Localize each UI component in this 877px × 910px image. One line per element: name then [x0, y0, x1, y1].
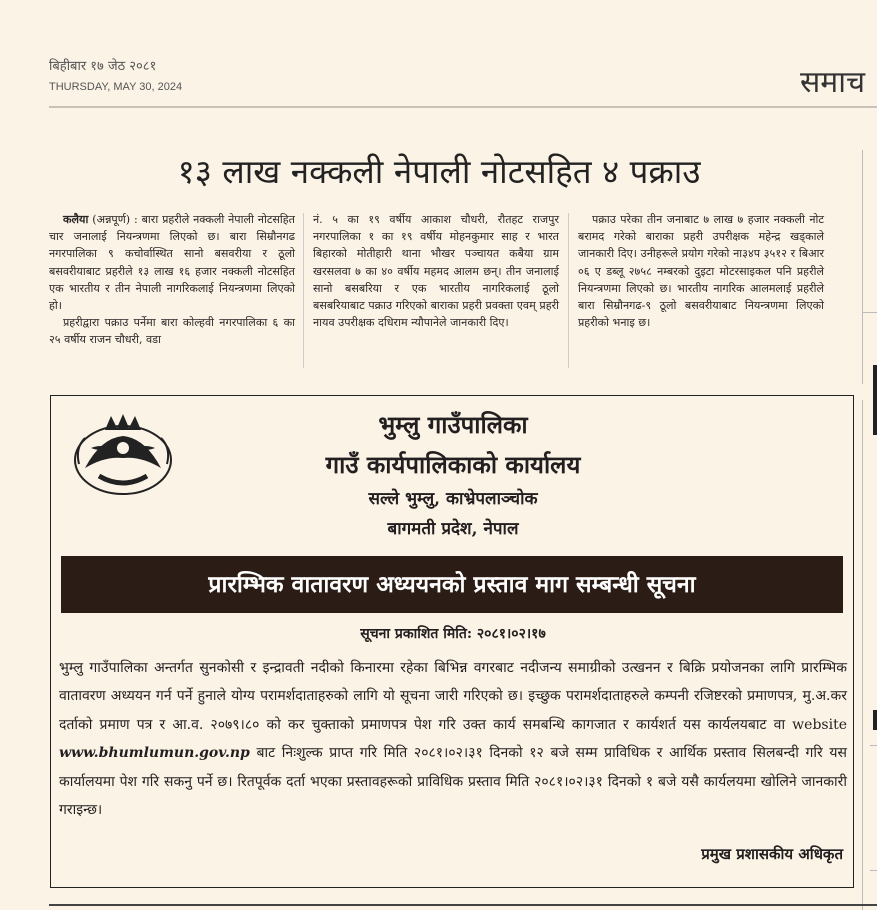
dateline: कलैया — [63, 213, 89, 226]
article-column-3 — [578, 211, 824, 331]
column-divider — [870, 745, 877, 746]
column-divider — [862, 400, 863, 910]
masthead: समाच — [800, 65, 866, 100]
article-column-2 — [313, 211, 559, 331]
article-headline: १३ लाख नक्कली नेपाली नोटसहित ४ पक्राउ — [177, 152, 701, 191]
notice-title-banner: प्रारम्भिक वातावरण अध्ययनको प्रस्ताव माग सम्बन्धी सूचना — [61, 556, 843, 613]
notice-office-name: गाउँ कार्यपालिकाको कार्यालय — [325, 450, 581, 479]
notice-body-text: बाट निःशुल्क प्राप्त गरि मिति २०८१।०२।३१ दिनको १२ बजे सम्म प्राविधिक र आर्थिक प्रस्ताव सिलबन्दी गरि यस कार्यालयमा पेश गरि सकनु पर्ने छ। रितपूर्वक दर्ता भएका प्रस्तावहरूको प्राविधिक प्रस्ताव मिति २०८१।०२।३१ दिनको १ बजे यसै कार्यलयमा खोलिने जानकारी गराइन्छ। — [59, 745, 847, 819]
column-divider — [862, 150, 863, 384]
article-paragraph: नं. ५ का १९ वर्षीय आकाश चौधरी, रौतहट राजपुर नगरपालिका १ का १९ वर्षीय मोहनकुमार साह र भारत बिहारको मोतीहारी थाना भौखर पञ्चायत कबैया ग्राम खरसलवा ७ का ४० वर्षीय महमद आलम छन्। तीन जनालाई सानो बसबरिया र एक भारतीय नागरिकलाई ठूलो बसबरियाबाट पक्राउ गरिएको बाराका प्रहरी प्रवक्ता एवम् प्रहरी नायव उपरीक्षक दधिराम न्यौपानेले जानकारी दिए। — [313, 213, 559, 330]
notice-body — [59, 654, 847, 824]
article-paragraph: प्रहरीद्वारा पक्राउ पर्नेमा बारा कोल्हवी नगरपालिका ६ का २५ वर्षीय राजन चौधरी, वडा — [49, 316, 295, 347]
paragraph-text: (अन्नपूर्ण) : बारा प्रहरीले नक्कली नेपाली नोटसहित चार जनालाई नियन्त्रणमा लिएको छ। बारा सिम्रौनगढ नगरपालिका ९ कचोर्वास्थित सानो बसवरीया र ठूलो बसवरीयाबाट प्रहरीले १३ लाख १६ हजार नक्कली नोटसहित एक भारतीय र तीन नेपाली नागरिकलाई नियन्त्रणमा लिएको हो। — [49, 213, 295, 313]
article-paragraph — [49, 211, 295, 314]
notice-address-line-2: बागमती प्रदेश, नेपाल — [387, 519, 519, 539]
header-divider — [49, 106, 877, 108]
article-paragraph: पक्राउ परेका तीन जनाबाट ७ लाख ७ हजार नक्कली नोट बरामद गरेको बाराका प्रहरी उपरीक्षक महेन्द्र खड्काले जानकारी दिए। उनीहरूले प्रयोग गरेको ना३४प ३५१२ र बिआर ०६ ए डब्लू २७५८ नम्बरको दुइटा मोटरसाइकल पनि प्रहरीले नियन्त्रणमा लिएको छ। भारतीय नागरिक आलमलाई प्रहरीले बारा सिम्रौनगढ-९ ठूलो बसवरीयाबाट नियन्त्रणमा लिएको प्रहरीको भनाइ छ। — [578, 213, 824, 330]
column-divider — [870, 870, 877, 871]
notice-website-link[interactable]: www.bhumlumun.gov.np — [59, 745, 250, 762]
notice-address-line-1: सल्ले भुम्लु, काभ्रेपलाञ्चोक — [368, 489, 538, 509]
public-notice — [50, 395, 854, 888]
column-divider — [568, 213, 569, 368]
date-english: THURSDAY, MAY 30, 2024 — [49, 81, 183, 93]
date-nepali: बिहीबार १७ जेठ २०८१ — [49, 59, 157, 74]
notice-body-text: भुम्लु गाउँपालिका अन्तर्गत सुनकोसी र इन्द्रावती नदीको किनारमा रहेका बिभिन्न वगरबाट नदीजन्य समाग्रीको उत्खनन र बिक्रि प्रयोजनका लागि प्रारम्भिक वातावरण अध्ययन गर्न पर्ने हुनाले योग्य परामर्शदाताहरुको लागि यो सूचना जारी गरिएको छ। इच्छुक परामर्शदाताहरुले कम्पनी रजिष्टरको प्रमाणपत्र, मु.अ.कर दर्ताको प्रमाण पत्र र आ.व. २०७९।८० को कर चुक्ताको प्रमाणपत्र पेश गरि उक्त कार्य समबन्धि कागजात र कार्यशर्त यस कार्यलयबाट वा website — [59, 660, 847, 733]
notice-published-date: सूचना प्रकाशित मिति: २०८१।०२।१७ — [360, 626, 546, 642]
notice-signature: प्रमुख प्रशासकीय अधिकृत — [701, 845, 843, 863]
footer-divider — [49, 904, 877, 906]
column-divider — [303, 213, 304, 368]
column-divider — [862, 312, 877, 313]
adjacent-article-edge — [873, 365, 877, 435]
notice-org-name: भुम्लु गाउँपालिका — [378, 410, 528, 439]
article-column-1 — [49, 211, 295, 349]
adjacent-article-edge — [873, 710, 877, 730]
